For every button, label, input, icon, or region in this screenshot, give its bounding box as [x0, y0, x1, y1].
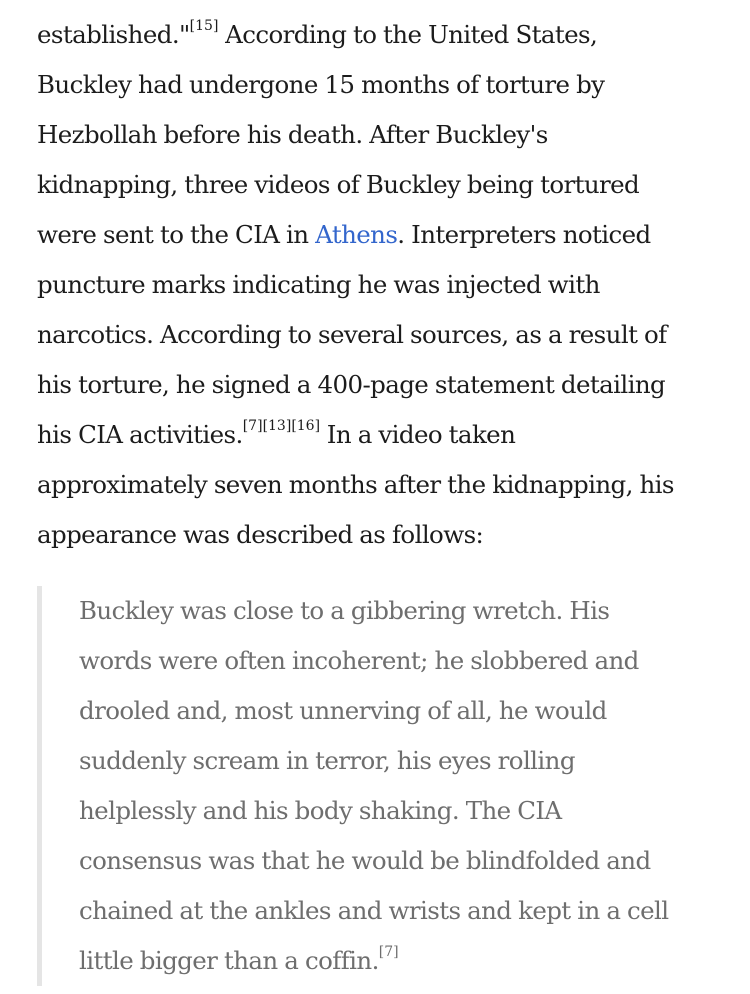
paragraph-text: were sent to the CIA in [37, 220, 316, 249]
quote-line: drooled and, most unnerving of all, he would [79, 696, 607, 725]
paragraph-line [37, 410, 727, 460]
paragraph-line [37, 210, 727, 260]
paragraph-text: . Interpreters noticed [397, 220, 651, 249]
quote-text: little bigger than a coffin. [79, 946, 379, 975]
citation-7[interactable]: [7] [242, 417, 263, 434]
paragraph-line: Buckley had undergone 15 months of torture by [37, 70, 605, 99]
citation-16[interactable]: [16] [291, 417, 321, 434]
paragraph-line: approximately seven months after the kidnapping, his [37, 470, 674, 499]
blockquote-text [79, 586, 727, 986]
paragraph-text: his CIA activities. [37, 420, 243, 449]
paragraph-line: appearance was described as follows: [37, 520, 484, 549]
citation-13[interactable]: [13] [262, 417, 292, 434]
paragraph-text: According to the United States, [218, 20, 598, 49]
quote-line: words were often incoherent; he slobbered and [79, 646, 639, 675]
citation-15[interactable]: [15] [189, 17, 219, 34]
blockquote [37, 586, 727, 986]
article-paragraph [37, 10, 727, 560]
paragraph-line: narcotics. According to several sources, as a result of [37, 320, 667, 349]
quote-line: consensus was that he would be blindfolded and [79, 846, 651, 875]
quote-line: Buckley was close to a gibbering wretch. His [79, 596, 610, 625]
article-body [37, 10, 727, 560]
quote-line [79, 936, 727, 986]
paragraph-text: In a video taken [320, 420, 516, 449]
quote-line: suddenly scream in terror, his eyes rolling [79, 746, 575, 775]
quote-line: chained at the ankles and wrists and kept in a cell [79, 896, 669, 925]
athens-link[interactable]: Athens [315, 220, 398, 249]
quote-citation-7[interactable]: [7] [378, 943, 399, 960]
paragraph-line: Hezbollah before his death. After Buckley's [37, 120, 548, 149]
paragraph-text: established." [37, 20, 190, 49]
paragraph-line [37, 10, 727, 60]
paragraph-line: puncture marks indicating he was injected with [37, 270, 600, 299]
paragraph-line: kidnapping, three videos of Buckley being tortured [37, 170, 640, 199]
paragraph-line: his torture, he signed a 400-page statement detailing [37, 370, 666, 399]
quote-line: helplessly and his body shaking. The CIA [79, 796, 562, 825]
